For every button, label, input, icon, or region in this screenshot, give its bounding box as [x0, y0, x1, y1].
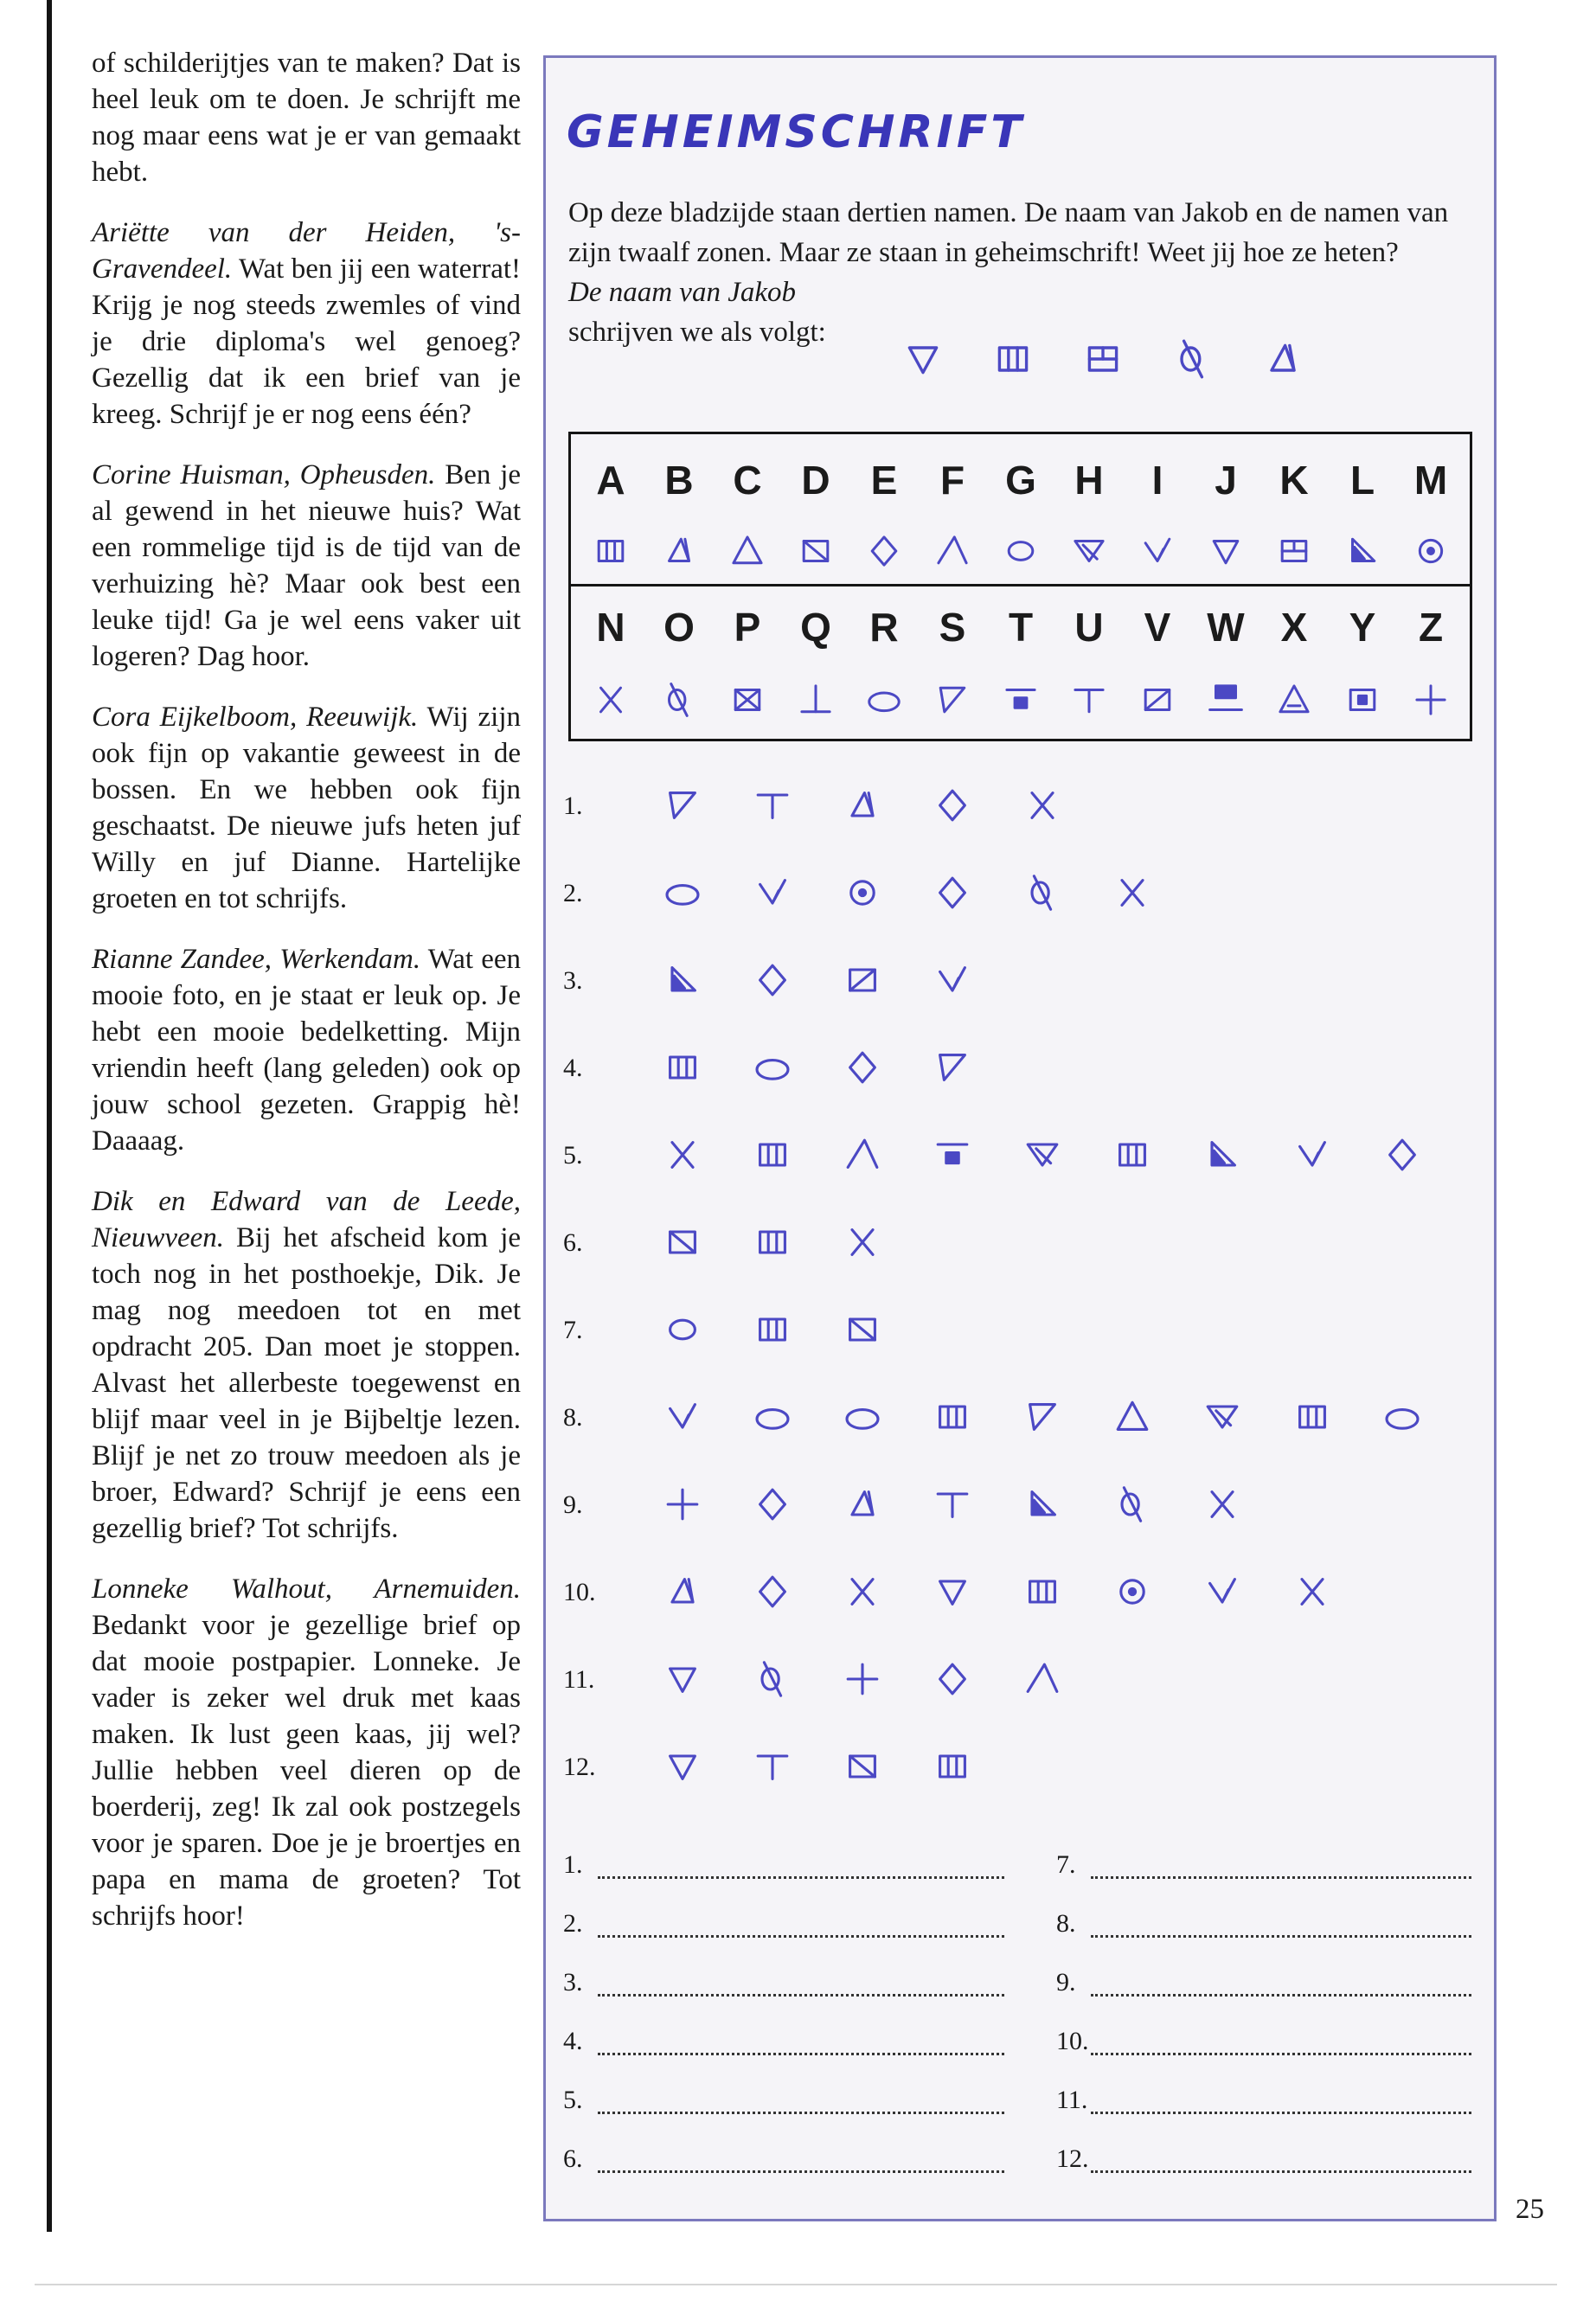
cipher-symbol: [662, 1134, 703, 1180]
cipher-symbol: [752, 785, 793, 830]
answer-number: 12.: [1056, 2144, 1089, 2173]
cipher-key-letter: R: [869, 605, 899, 650]
word-number: 10.: [563, 1578, 596, 1606]
word-number: 1.: [563, 792, 583, 820]
cipher-key-letter: B: [664, 458, 694, 503]
answer-number: 4.: [563, 2027, 583, 2055]
cipher-key-symbol: [1054, 680, 1124, 724]
word-number: 7.: [563, 1316, 583, 1344]
cipher-symbol: [932, 1396, 973, 1442]
answer-number: 11.: [1056, 2086, 1088, 2114]
cipher-symbol: [1022, 1484, 1063, 1529]
answer-line[interactable]: [598, 2053, 1004, 2055]
cipher-symbol: [1112, 872, 1153, 918]
page-edge: [35, 2284, 1557, 2285]
cipher-key-letter: O: [663, 605, 695, 650]
reply-text: of schilderijtjes van te maken? Dat is heel leuk om te doen. Je schrijft me nog maar eens wat je er van gemaakt hebt.: [92, 48, 521, 188]
cipher-key-letter: Y: [1349, 605, 1376, 650]
cipher-key-letter: Z: [1418, 605, 1444, 650]
cipher-symbol: [842, 1134, 883, 1180]
cipher-key-letter: W: [1207, 605, 1245, 650]
letters-column: [92, 45, 521, 1958]
cipher-key-letter: Q: [800, 605, 831, 650]
cipher-key-symbol: [918, 680, 987, 724]
cipher-symbol: [662, 872, 703, 918]
cipher-symbol: [1022, 1658, 1063, 1704]
answer-number: 5.: [563, 2086, 583, 2114]
puzzle-intro: [568, 193, 1472, 352]
cipher-symbol: [662, 1484, 703, 1529]
cipher-key-table: [568, 432, 1472, 741]
reply-text: Bij het afscheid kom je toch nog in het posthoekje, Dik. Je mag nog meedoen tot en met opdracht 205. Dan moet je stoppen. Alvast het allerbeste toegewenst en blijf maar veel in je Bijbeltje lezen. Blijf je net zo trouw meedoen als je broer, Edward? Schrijf je eens een gezellig brief? Tot schrijfs.: [92, 1222, 522, 1544]
cipher-key-symbol: [713, 531, 782, 575]
cipher-key-letter: D: [801, 458, 830, 503]
cipher-symbol: [1170, 336, 1215, 386]
cipher-symbol: [1260, 336, 1305, 386]
cipher-symbol: [752, 1658, 793, 1704]
reply-text: Wij zijn ook fijn op vakantie geweest in de bossen. En we hebben ook fijn geschaatst. De nieuwe jufs heten juf Willy en juf Dianne. Hartelijke groeten en tot schrijfs.: [92, 702, 521, 914]
cipher-symbol: [842, 1309, 883, 1355]
cipher-symbol: [842, 872, 883, 918]
cipher-key-symbol: [781, 531, 850, 575]
cipher-key-symbol: [849, 531, 919, 575]
cipher-symbol: [1022, 1396, 1063, 1442]
cipher-symbol: [1022, 785, 1063, 830]
answer-line[interactable]: [1091, 1876, 1471, 1879]
cipher-symbol: [990, 336, 1035, 386]
letter-reply: [92, 1183, 521, 1547]
cipher-symbol: [932, 872, 973, 918]
cipher-key-letter: T: [1008, 605, 1034, 650]
cipher-symbol: [752, 1746, 793, 1791]
cipher-symbol: [1292, 1396, 1333, 1442]
cipher-symbol: [662, 1396, 703, 1442]
letter-reply: [92, 45, 521, 190]
cipher-symbol: [842, 1396, 883, 1442]
cipher-key-letter: N: [596, 605, 625, 650]
cipher-symbol: [842, 1484, 883, 1529]
word-number: 4.: [563, 1054, 583, 1082]
cipher-key-symbol: [713, 680, 782, 724]
reply-text: Bedankt voor je gezellige brief op dat mooie postpapier. Lonneke. Je vader is zeker wel druk met kaas maken. Ik lust geen kaas, jij wel? Jullie hebben veel dieren op de boerderij, zeg! Ik zal ook postzegels voor je sparen. Doe je je broertjes en papa en mama de groeten? Tot schrijfs hoor!: [92, 1610, 521, 1932]
cipher-key-symbol: [986, 531, 1055, 575]
cipher-symbol: [662, 1746, 703, 1791]
letter-reply: [92, 1571, 521, 1934]
cipher-symbol: [932, 785, 973, 830]
cipher-key-letter: G: [1005, 458, 1036, 503]
answer-number: 2.: [563, 1909, 583, 1938]
jakob-line-1: De naam van Jakob: [568, 277, 797, 308]
word-number: 6.: [563, 1228, 583, 1257]
word-number: 11.: [563, 1665, 595, 1694]
cipher-symbol: [1202, 1484, 1243, 1529]
cipher-symbol: [662, 1571, 703, 1617]
word-number: 9.: [563, 1490, 583, 1519]
word-number: 8.: [563, 1403, 583, 1432]
letter-reply: [92, 941, 521, 1159]
cipher-symbol: [752, 1047, 793, 1093]
cipher-symbol: [842, 1746, 883, 1791]
cipher-symbol: [901, 336, 945, 386]
cipher-symbol: [932, 1047, 973, 1093]
answer-line[interactable]: [598, 1994, 1004, 1997]
answer-number: 9.: [1056, 1968, 1076, 1997]
cipher-key-symbol: [1123, 680, 1192, 724]
answer-number: 6.: [563, 2144, 583, 2173]
cipher-key-symbol: [1054, 531, 1124, 575]
cipher-key-letter: E: [870, 458, 898, 503]
answer-number: 10.: [1056, 2027, 1089, 2055]
cipher-symbol: [1202, 1134, 1243, 1180]
cipher-key-letter: C: [733, 458, 762, 503]
reply-text: Wat een mooie foto, en je staat er leuk op. Je hebt een mooie bedelketting. Mijn vriendin heeft (lang geleden) ook op jouw school gezeten. Grappig hè! Daaaag.: [92, 944, 521, 1157]
cipher-symbol: [662, 959, 703, 1005]
cipher-symbol: [932, 1134, 973, 1180]
word-number: 3.: [563, 966, 583, 995]
answer-number: 8.: [1056, 1909, 1076, 1938]
cipher-symbol: [662, 1047, 703, 1093]
answer-line[interactable]: [1091, 2112, 1471, 2114]
cipher-symbol: [752, 1571, 793, 1617]
cipher-symbol: [1292, 1134, 1333, 1180]
cipher-key-letter: H: [1074, 458, 1104, 503]
word-number: 5.: [563, 1141, 583, 1170]
cipher-symbol: [662, 1658, 703, 1704]
cipher-key-symbol: [918, 531, 987, 575]
cipher-symbol: [842, 1047, 883, 1093]
cipher-symbol: [1080, 336, 1125, 386]
cipher-key-letter: A: [596, 458, 625, 503]
cipher-key-symbol: [1259, 531, 1329, 575]
reply-text: Ben je al gewend in het nieuwe huis? Wat een rommelige tijd is de tijd van de verhuizing hè? Maar ook best een leuke tijd! Ga je wel eens vaker uit logeren? Dag hoor.: [92, 459, 522, 672]
puzzle-panel: [543, 55, 1497, 2221]
cipher-key-letter: U: [1074, 605, 1104, 650]
reply-sender: Ariëtte van der Heiden, 's-Gravendeel.: [92, 217, 521, 285]
answer-line[interactable]: [1091, 1935, 1471, 1938]
word-number: 12.: [563, 1753, 596, 1781]
reply-sender: Dik en Edward van de Leede, Nieuwveen.: [92, 1186, 521, 1253]
cipher-symbol: [842, 959, 883, 1005]
reply-sender: Cora Eijkelboom, Reeuwijk.: [92, 702, 419, 733]
page-number: 25: [1516, 2194, 1544, 2225]
cipher-symbol: [662, 1221, 703, 1267]
cipher-symbol: [752, 1309, 793, 1355]
cipher-key-letter: P: [734, 605, 761, 650]
cipher-key-symbol: [1396, 531, 1465, 575]
cipher-key-letter: J: [1215, 458, 1237, 503]
cipher-symbol: [752, 1396, 793, 1442]
cipher-key-letter: F: [939, 458, 965, 503]
cipher-symbol: [1381, 1396, 1423, 1442]
cipher-key-letter: K: [1279, 458, 1309, 503]
word-number: 2.: [563, 879, 583, 907]
cipher-key-symbol: [849, 680, 919, 724]
cipher-key-symbol: [576, 680, 645, 724]
cipher-symbol: [1112, 1396, 1153, 1442]
answer-line[interactable]: [598, 1876, 1004, 1879]
cipher-key-symbol: [1191, 531, 1260, 575]
cipher-symbol: [1292, 1571, 1333, 1617]
letter-reply: [92, 215, 521, 433]
cipher-symbol: [1112, 1484, 1153, 1529]
cipher-key-symbol: [1396, 680, 1465, 724]
answer-number: 1.: [563, 1850, 583, 1879]
cipher-key-letter: M: [1413, 458, 1448, 503]
letter-reply: [92, 457, 521, 675]
cipher-symbol: [752, 872, 793, 918]
cipher-symbol: [1202, 1396, 1243, 1442]
cipher-symbol: [752, 959, 793, 1005]
cipher-key-symbol: [1259, 680, 1329, 724]
cipher-key-letter: V: [1144, 605, 1171, 650]
cipher-key-symbol: [576, 531, 645, 575]
cipher-symbol: [932, 1571, 973, 1617]
cipher-symbol: [842, 785, 883, 830]
cipher-symbol: [662, 785, 703, 830]
cipher-symbol: [1112, 1134, 1153, 1180]
cipher-key-letter: S: [939, 605, 966, 650]
cipher-symbol: [1022, 1571, 1063, 1617]
jakob-line-2: schrijven we als volgt:: [568, 317, 826, 348]
cipher-symbol: [1202, 1571, 1243, 1617]
answer-number: 3.: [563, 1968, 583, 1997]
cipher-key-letter: I: [1151, 458, 1163, 503]
cipher-key-letter: L: [1349, 458, 1375, 503]
answer-line[interactable]: [1091, 1994, 1471, 1997]
answer-line[interactable]: [1091, 2053, 1471, 2055]
cipher-key-symbol: [1191, 680, 1260, 724]
cipher-key-symbol: [986, 680, 1055, 724]
cipher-symbol: [1381, 1134, 1423, 1180]
answer-line[interactable]: [598, 2170, 1004, 2173]
answer-line[interactable]: [598, 2112, 1004, 2114]
letter-reply: [92, 699, 521, 917]
reply-sender: Rianne Zandee, Werkendam.: [92, 944, 421, 975]
intro-text: Op deze bladzijde staan dertien namen. De naam van Jakob en de namen van zijn twaalf zonen. Maar ze staan in geheimschrift! Weet jij hoe ze heten?: [568, 197, 1449, 268]
cipher-symbol: [932, 959, 973, 1005]
cipher-key-symbol: [1328, 531, 1397, 575]
answer-number: 7.: [1056, 1850, 1076, 1879]
cipher-symbol: [752, 1134, 793, 1180]
cipher-key-symbol: [1328, 680, 1397, 724]
cipher-symbol: [752, 1484, 793, 1529]
cipher-symbol: [842, 1571, 883, 1617]
puzzle-title: GEHEIMSCHRIFT: [567, 106, 1025, 158]
cipher-symbol: [932, 1484, 973, 1529]
cipher-symbol: [932, 1658, 973, 1704]
answer-line[interactable]: [1091, 2170, 1471, 2173]
reply-sender: Lonneke Walhout, Arnemuiden.: [92, 1574, 521, 1605]
cipher-symbol: [932, 1746, 973, 1791]
cipher-divider: [571, 584, 1470, 586]
cipher-symbol: [752, 1221, 793, 1267]
cipher-symbol: [662, 1309, 703, 1355]
reply-text: Wat ben jij een waterrat! Krijg je nog steeds zwemles of vind je drie diploma's wel genoeg? Gezellig dat ik een brief van je kreeg. Schrijf je er nog eens één?: [92, 253, 522, 430]
cipher-symbol: [1022, 872, 1063, 918]
cipher-key-symbol: [644, 680, 714, 724]
cipher-key-letter: X: [1280, 605, 1308, 650]
cipher-key-symbol: [1123, 531, 1192, 575]
cipher-symbol: [842, 1221, 883, 1267]
cipher-key-symbol: [644, 531, 714, 575]
reply-sender: Corine Huisman, Opheusden.: [92, 459, 436, 490]
cipher-key-symbol: [781, 680, 850, 724]
cipher-symbol: [1112, 1571, 1153, 1617]
column-rule: [47, 0, 52, 2232]
cipher-symbol: [842, 1658, 883, 1704]
cipher-symbol: [1022, 1134, 1063, 1180]
answer-line[interactable]: [598, 1935, 1004, 1938]
